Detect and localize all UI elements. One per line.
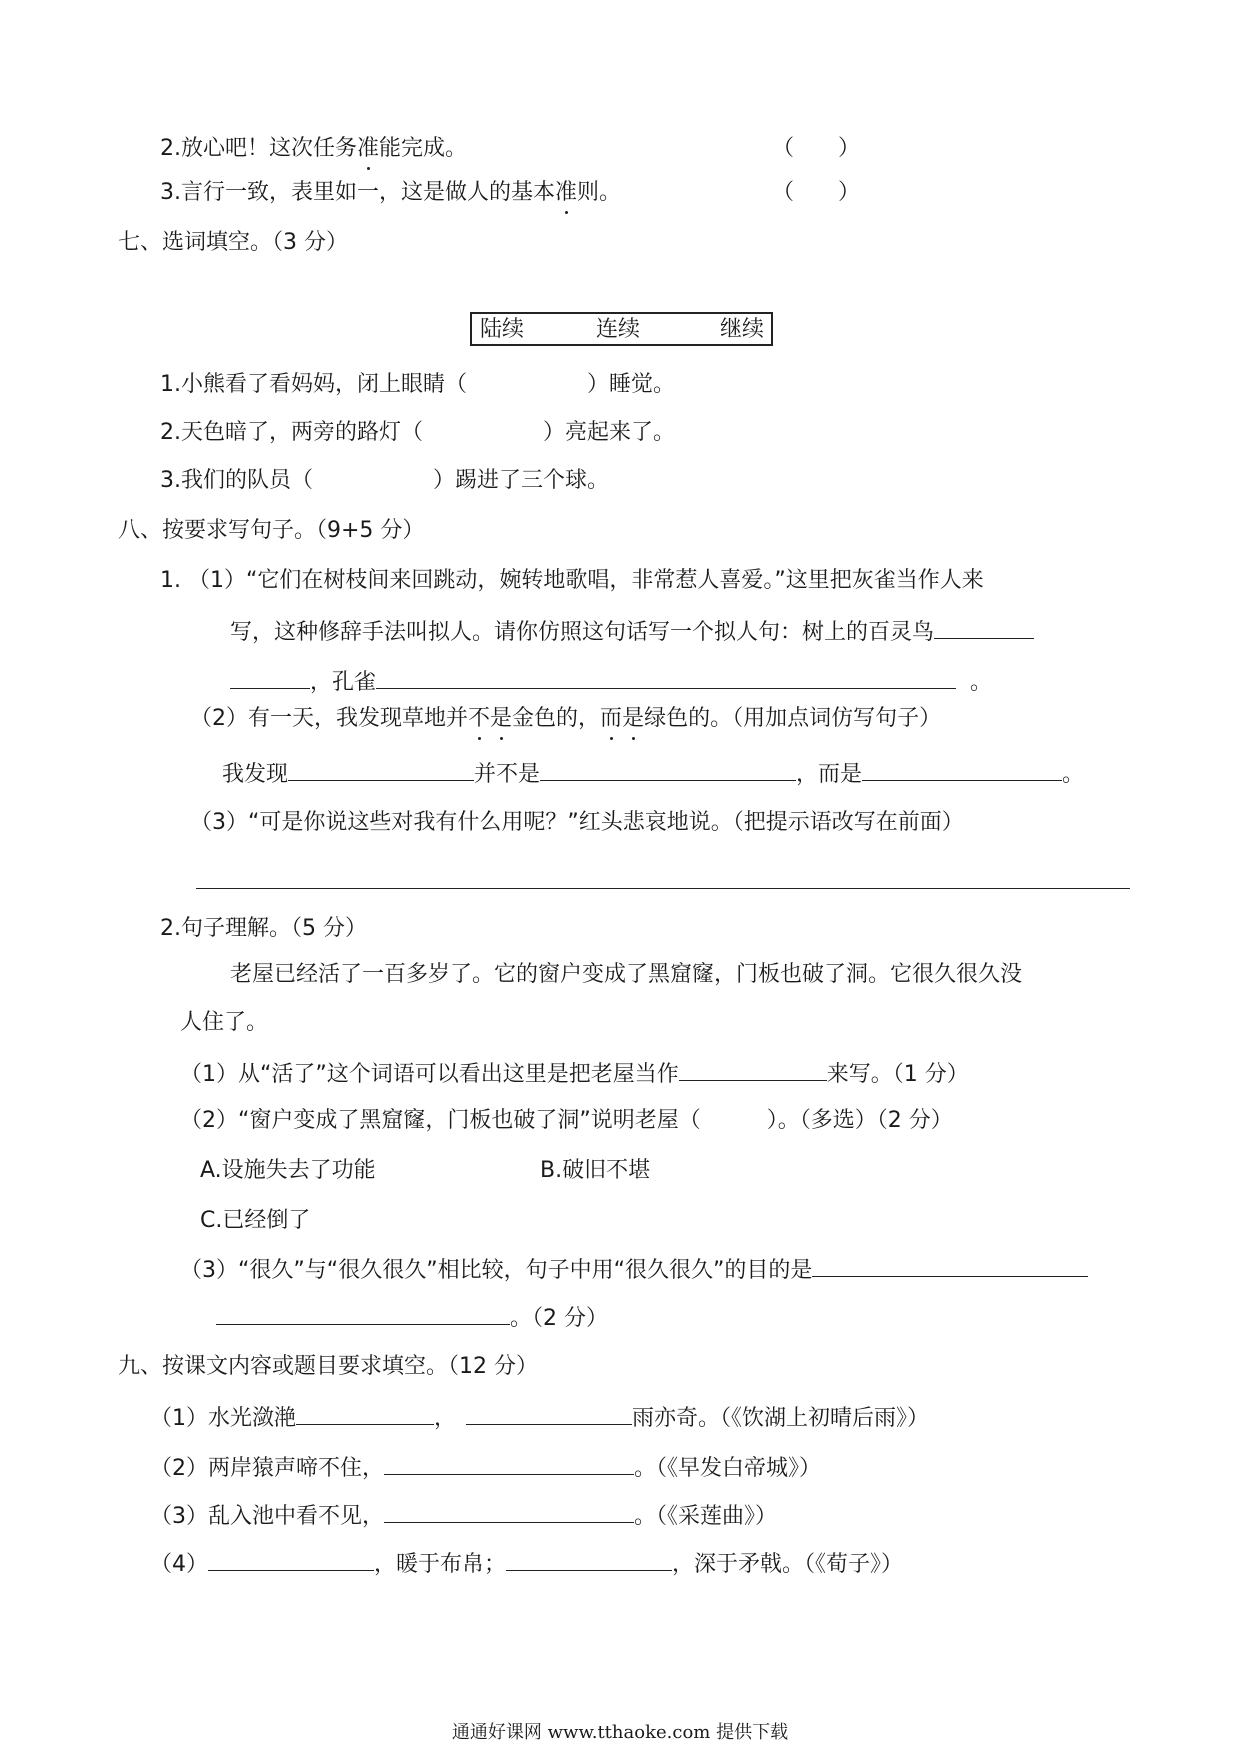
answer-blank[interactable] bbox=[208, 1548, 374, 1571]
word-option-2: 连续 bbox=[596, 317, 641, 342]
answer-blank[interactable] bbox=[384, 1452, 634, 1475]
section-9-title: 九、按课文内容或题目要求填空。（12 分） bbox=[118, 1354, 538, 1379]
word-option-3: 继续 bbox=[720, 317, 765, 342]
word-option-1: 陆续 bbox=[480, 317, 525, 342]
answer-blank[interactable] bbox=[384, 1500, 634, 1523]
answer-blank[interactable] bbox=[216, 1302, 510, 1325]
passage-q3-line-2: 。（2 分） bbox=[216, 1302, 608, 1334]
q6-item-2-answer-paren[interactable]: （ ） bbox=[772, 136, 861, 161]
q9-line-3: （3）乱入池中看不见， 。（《采莲曲》） bbox=[150, 1500, 777, 1532]
answer-blank[interactable] bbox=[812, 1254, 1088, 1277]
dotted-char: 准 bbox=[555, 178, 577, 208]
answer-blank[interactable] bbox=[288, 758, 474, 781]
dotted-char: 是 bbox=[622, 704, 644, 734]
passage-q1: （1）从“活了”这个词语可以看出这里是把老屋当作 来写。（1 分） bbox=[180, 1058, 969, 1090]
q7-item-3: 3.我们的队员（ ）踢进了三个球。 bbox=[160, 468, 610, 493]
answer-blank[interactable] bbox=[934, 616, 1034, 639]
section-8-title: 八、按要求写句子。（9+5 分） bbox=[118, 518, 425, 543]
q9-line-2: （2）两岸猿声啼不住， 。（《早发白帝城》） bbox=[150, 1452, 821, 1484]
q9-line-4: （4） ，暖于布帛； ，深于矛戟。（《荀子》） bbox=[150, 1548, 903, 1580]
passage-q2: （2）“窗户变成了黑窟窿，门板也破了洞”说明老屋（ ）。（多选）（2 分） bbox=[180, 1108, 953, 1133]
dotted-char: 而 bbox=[600, 704, 622, 734]
q8-s2: （2）有一天，我发现草地并不是金色的，而是绿色的。（用加点词仿写句子） bbox=[190, 704, 941, 734]
q6-item-3: 3.言行一致，表里如一，这是做人的基本准则。 bbox=[160, 178, 621, 208]
q9-line-1: （1）水光潋滟 ， 雨亦奇。（《饮湖上初晴后雨》） bbox=[150, 1402, 929, 1434]
q6-item-3-answer-paren[interactable]: （ ） bbox=[772, 180, 861, 205]
q8-s3: （3）“可是你说这些对我有什么用呢？”红头悲哀地说。（把提示语改写在前面） bbox=[190, 810, 964, 835]
q7-item-2: 2.天色暗了，两旁的路灯（ ）亮起来了。 bbox=[160, 420, 676, 445]
passage-line-1: 老屋已经活了一百多岁了。它的窗户变成了黑窟窿，门板也破了洞。它很久很久没 bbox=[230, 962, 1023, 987]
q8-s1-line-3: ，孔雀 。 bbox=[230, 666, 992, 698]
q6-item-2: 2.放心吧！这次任务准能完成。 bbox=[160, 134, 467, 164]
passage-q3: （3）“很久”与“很久很久”相比较，句子中用“很久很久”的目的是 bbox=[180, 1254, 1088, 1286]
dotted-char: 不 bbox=[468, 704, 490, 734]
answer-blank[interactable] bbox=[296, 1402, 434, 1425]
dotted-char: 准 bbox=[357, 134, 379, 164]
option-b[interactable]: B.破旧不堪 bbox=[540, 1158, 651, 1183]
answer-line[interactable] bbox=[196, 888, 1130, 889]
passage-line-2: 人住了。 bbox=[180, 1010, 269, 1035]
answer-blank[interactable] bbox=[376, 666, 956, 689]
answer-blank[interactable] bbox=[466, 1402, 632, 1425]
q8-s1-line-1: 1. （1）“它们在树枝间来回跳动，婉转地歌唱，非常惹人喜爱。”这里把灰雀当作人来 bbox=[160, 568, 984, 593]
word-choice-box bbox=[470, 312, 773, 346]
q8-s1-line-2: 写，这种修辞手法叫拟人。请你仿照这句话写一个拟人句：树上的百灵鸟 bbox=[230, 616, 1034, 648]
sentence-understanding-title: 2.句子理解。（5 分） bbox=[160, 916, 367, 941]
dotted-char: 是 bbox=[490, 704, 512, 734]
q7-item-1: 1.小熊看了看妈妈，闭上眼睛（ ）睡觉。 bbox=[160, 372, 676, 397]
answer-blank[interactable] bbox=[679, 1058, 827, 1081]
q8-s2-fill: 我发现 并不是 ，而是 。 bbox=[222, 758, 1084, 790]
answer-blank[interactable] bbox=[862, 758, 1062, 781]
answer-blank[interactable] bbox=[506, 1548, 672, 1571]
option-a[interactable]: A.设施失去了功能 bbox=[200, 1158, 376, 1183]
footer-source: 通通好课网 www.tthaoke.com 提供下载 bbox=[451, 1722, 789, 1743]
answer-blank[interactable] bbox=[230, 666, 310, 689]
answer-blank[interactable] bbox=[540, 758, 796, 781]
section-7-title: 七、选词填空。（3 分） bbox=[118, 230, 348, 255]
option-c[interactable]: C.已经倒了 bbox=[200, 1208, 311, 1233]
